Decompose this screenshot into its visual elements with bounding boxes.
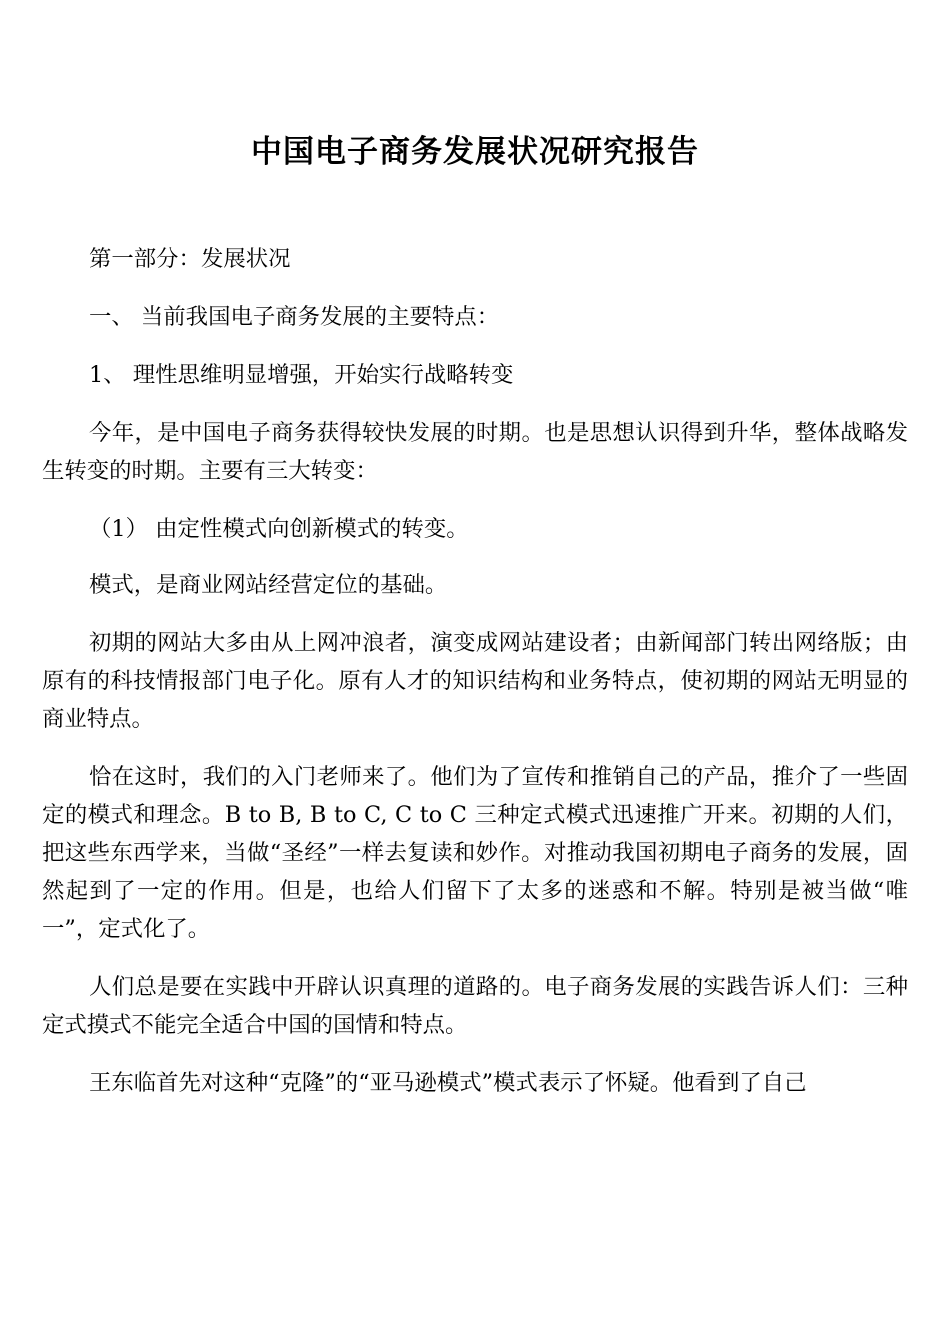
- point-heading: 1、 理性思维明显增强，开始实行战略转变: [89, 362, 514, 388]
- paragraph: 王东临首先对这种“克隆”的“亚马逊模式”模式表示了怀疑。他看到了自己: [89, 1070, 807, 1096]
- document-title: 中国电子商务发展状况研究报告: [251, 134, 699, 170]
- document-body: [42, 240, 908, 1122]
- subsection-heading: 一、 当前我国电子商务发展的主要特点：: [89, 304, 500, 330]
- paragraph: 今年，是中国电子商务获得较快发展的时期。也是思想认识得到升华，整体战略发生转变的时期。主要有三大转变：: [42, 420, 908, 484]
- section-heading: 第一部分：发展状况: [89, 246, 291, 272]
- paragraph: 人们总是要在实践中开辟认识真理的道路的。电子商务发展的实践告诉人们：三种定式摸式不能完全适合中国的国情和特点。: [42, 974, 908, 1038]
- numbered-item: （1） 由定性模式向创新模式的转变。: [89, 516, 469, 542]
- paragraph: 恰在这时，我们的入门老师来了。他们为了宣传和推销自己的产品，推介了一些固定的模式和理念。B to B, B to C, C to C 三种定式模式迅速推广开来。初期的人们，把这些东西学来，当做“圣经”一样去复读和妙作。对推动我国初期电子商务的发展，固然起到了一定的作用。但是，也给人们留下了太多的迷惑和不解。特别是被当做“唯一”，定式化了。: [42, 764, 908, 942]
- paragraph: 模式，是商业网站经营定位的基础。: [89, 572, 448, 598]
- paragraph: 初期的网站大多由从上网冲浪者，演变成网站建设者；由新闻部门转出网络版；由原有的科技情报部门电子化。原有人才的知识结构和业务特点，使初期的网站无明显的商业特点。: [42, 630, 908, 732]
